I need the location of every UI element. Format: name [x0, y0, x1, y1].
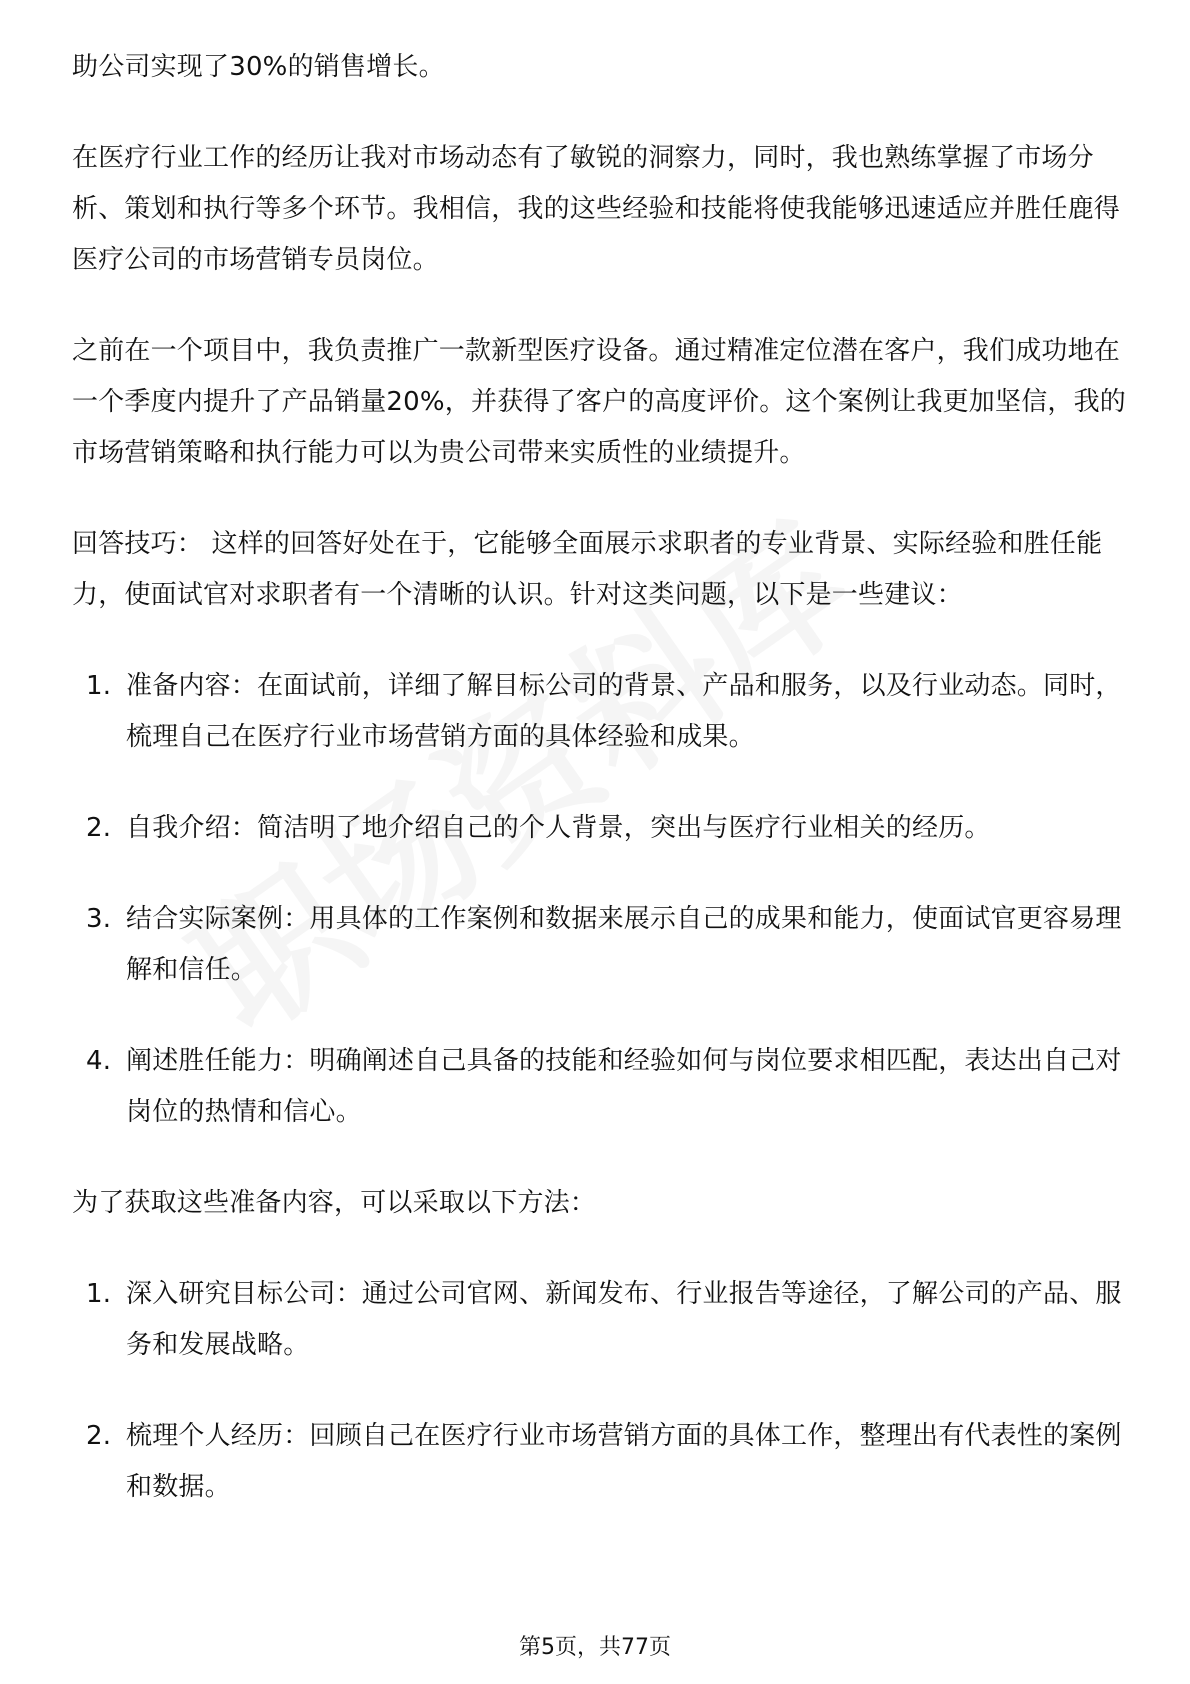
list-item	[72, 803, 1132, 854]
list-number: 2.	[86, 1421, 112, 1451]
list-item	[72, 1269, 1132, 1371]
methods-list	[72, 1269, 1132, 1513]
list-number: 1.	[86, 1279, 112, 1309]
list-item	[72, 1036, 1132, 1138]
list-item	[72, 1411, 1132, 1513]
document-body	[72, 42, 1132, 1553]
paragraph-3: 之前在一个项目中，我负责推广一款新型医疗设备。通过精准定位潜在客户，我们成功地在一个季度内提升了产品销量20%，并获得了客户的高度评价。这个案例让我更加坚信，我的市场营销策略和执行能力可以为贵公司带来实质性的业绩提升。	[72, 336, 1126, 468]
paragraph-answer-tips: 回答技巧： 这样的回答好处在于，它能够全面展示求职者的专业背景、实际经验和胜任能力，使面试官对求职者有一个清晰的认识。针对这类问题，以下是一些建议：	[72, 529, 1103, 610]
list-number: 3.	[86, 904, 112, 934]
list-number: 2.	[86, 813, 112, 843]
list-item	[72, 661, 1132, 763]
list-item-text: 自我介绍：简洁明了地介绍自己的个人背景，突出与医疗行业相关的经历。	[126, 813, 991, 843]
list-item-text: 梳理个人经历：回顾自己在医疗行业市场营销方面的具体工作，整理出有代表性的案例和数据。	[126, 1421, 1122, 1502]
list-number: 4.	[86, 1046, 112, 1076]
tips-list	[72, 661, 1132, 1138]
list-item-text: 结合实际案例：用具体的工作案例和数据来展示自己的成果和能力，使面试官更容易理解和信任。	[126, 904, 1122, 985]
list-number: 1.	[86, 671, 112, 701]
paragraph-methods-intro: 为了获取这些准备内容，可以采取以下方法：	[72, 1188, 597, 1218]
list-item-text: 准备内容：在面试前，详细了解目标公司的背景、产品和服务，以及行业动态。同时，梳理自己在医疗行业市场营销方面的具体经验和成果。	[126, 671, 1122, 752]
list-item	[72, 894, 1132, 996]
list-item-text: 阐述胜任能力：明确阐述自己具备的技能和经验如何与岗位要求相匹配，表达出自己对岗位的热情和信心。	[126, 1046, 1122, 1127]
paragraph-1: 助公司实现了30%的销售增长。	[72, 52, 445, 82]
page-number: 第5页，共77页	[519, 1635, 671, 1660]
list-item-text: 深入研究目标公司：通过公司官网、新闻发布、行业报告等途径，了解公司的产品、服务和发展战略。	[126, 1279, 1122, 1360]
paragraph-2: 在医疗行业工作的经历让我对市场动态有了敏锐的洞察力，同时，我也熟练掌握了市场分析、策划和执行等多个环节。我相信，我的这些经验和技能将使我能够迅速适应并胜任鹿得医疗公司的市场营销专员岗位。	[72, 143, 1121, 275]
